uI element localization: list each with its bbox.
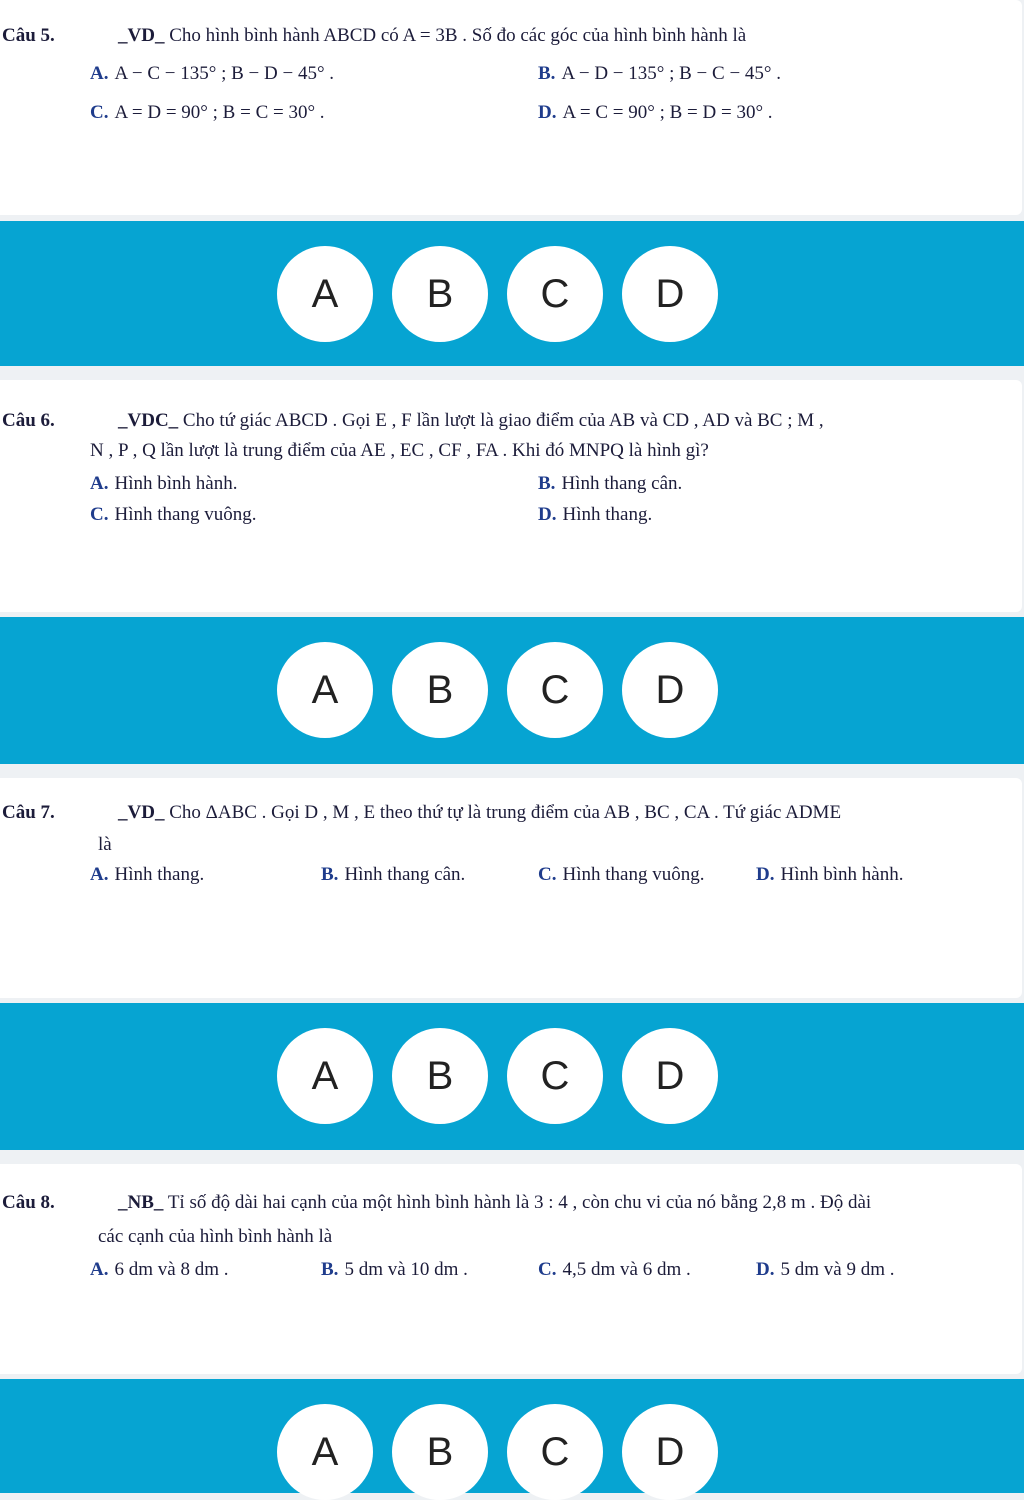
answer-band-6: [0, 617, 1024, 764]
answer-button-b[interactable]: B: [392, 1404, 488, 1500]
question-number: Câu 7.: [2, 802, 55, 823]
option-b: B. Hình thang cân.: [538, 473, 683, 494]
answer-button-c[interactable]: C: [507, 1028, 603, 1124]
option-a: A. Hình thang.: [90, 864, 205, 885]
question-number: Câu 8.: [2, 1192, 55, 1213]
option-c: C. Hình thang vuông.: [538, 864, 705, 885]
question-line-2: N , P , Q lần lượt là trung điểm của AE , EC , CF , FA . Khi đó MNPQ là hình gì?: [90, 440, 709, 461]
answer-button-a[interactable]: A: [277, 1028, 373, 1124]
question-tag: _NB_: [118, 1192, 164, 1213]
answer-button-a[interactable]: A: [277, 642, 373, 738]
question-line-1: Cho ΔABC . Gọi D , M , E theo thứ tự là trung điểm của AB , BC , CA . Tứ giác ADME: [164, 802, 842, 823]
question-line-2: các cạnh của hình bình hành là: [98, 1226, 333, 1247]
question-text: [118, 406, 824, 436]
question-card-7: [0, 778, 1022, 998]
answer-band-8: [0, 1379, 1024, 1493]
answer-button-b[interactable]: B: [392, 246, 488, 342]
question-number: Câu 6.: [2, 410, 55, 431]
question-line-1: Tỉ số độ dài hai cạnh của một hình bình hành là 3 : 4 , còn chu vi của nó bằng 2,8 m . Độ dài: [163, 1192, 872, 1213]
option-c: C. 4,5 dm và 6 dm .: [538, 1259, 691, 1280]
option-b: B. 5 dm và 10 dm .: [321, 1259, 468, 1280]
option-b: B. A − D − 135° ; B − C − 45° .: [538, 63, 782, 84]
question-tag: _VD_: [118, 25, 165, 46]
question-text: [118, 21, 746, 51]
answer-button-b[interactable]: B: [392, 1028, 488, 1124]
option-d: D. 5 dm và 9 dm .: [756, 1259, 895, 1280]
answer-band-7: [0, 1003, 1024, 1150]
question-line-1: Cho hình bình hành ABCD có A = 3B . Số đo các góc của hình bình hành là: [164, 25, 747, 46]
answer-button-c[interactable]: C: [507, 1404, 603, 1500]
option-d: D. Hình thang.: [538, 504, 653, 525]
option-d: D. A = C = 90° ; B = D = 30° .: [538, 102, 773, 123]
question-card-6: [0, 380, 1022, 612]
question-line-1: Cho tứ giác ABCD . Gọi E , F lần lượt là giao điểm của AB và CD , AD và BC ; M ,: [178, 410, 824, 431]
answer-button-d[interactable]: D: [622, 1404, 718, 1500]
question-text: [118, 798, 841, 828]
answer-button-d[interactable]: D: [622, 1028, 718, 1124]
option-d: D. Hình bình hành.: [756, 864, 904, 885]
answer-band-5: [0, 221, 1024, 366]
option-a: A. A − C − 135° ; B − D − 45° .: [90, 63, 335, 84]
answer-button-a[interactable]: A: [277, 246, 373, 342]
answer-button-c[interactable]: C: [507, 246, 603, 342]
option-a: A. 6 dm và 8 dm .: [90, 1259, 229, 1280]
answer-button-d[interactable]: D: [622, 642, 718, 738]
option-c: C. Hình thang vuông.: [90, 504, 257, 525]
option-b: B. Hình thang cân.: [321, 864, 466, 885]
question-tag: _VDC_: [118, 410, 179, 431]
question-text: [118, 1188, 871, 1218]
question-card-8: [0, 1164, 1022, 1374]
answer-button-d[interactable]: D: [622, 246, 718, 342]
question-tag: _VD_: [118, 802, 165, 823]
answer-button-c[interactable]: C: [507, 642, 603, 738]
answer-button-a[interactable]: A: [277, 1404, 373, 1500]
question-card-5: [0, 0, 1022, 215]
question-line-2: là: [98, 834, 112, 855]
option-a: A. Hình bình hành.: [90, 473, 238, 494]
option-c: C. A = D = 90° ; B = C = 30° .: [90, 102, 325, 123]
answer-button-b[interactable]: B: [392, 642, 488, 738]
question-number: Câu 5.: [2, 25, 55, 46]
